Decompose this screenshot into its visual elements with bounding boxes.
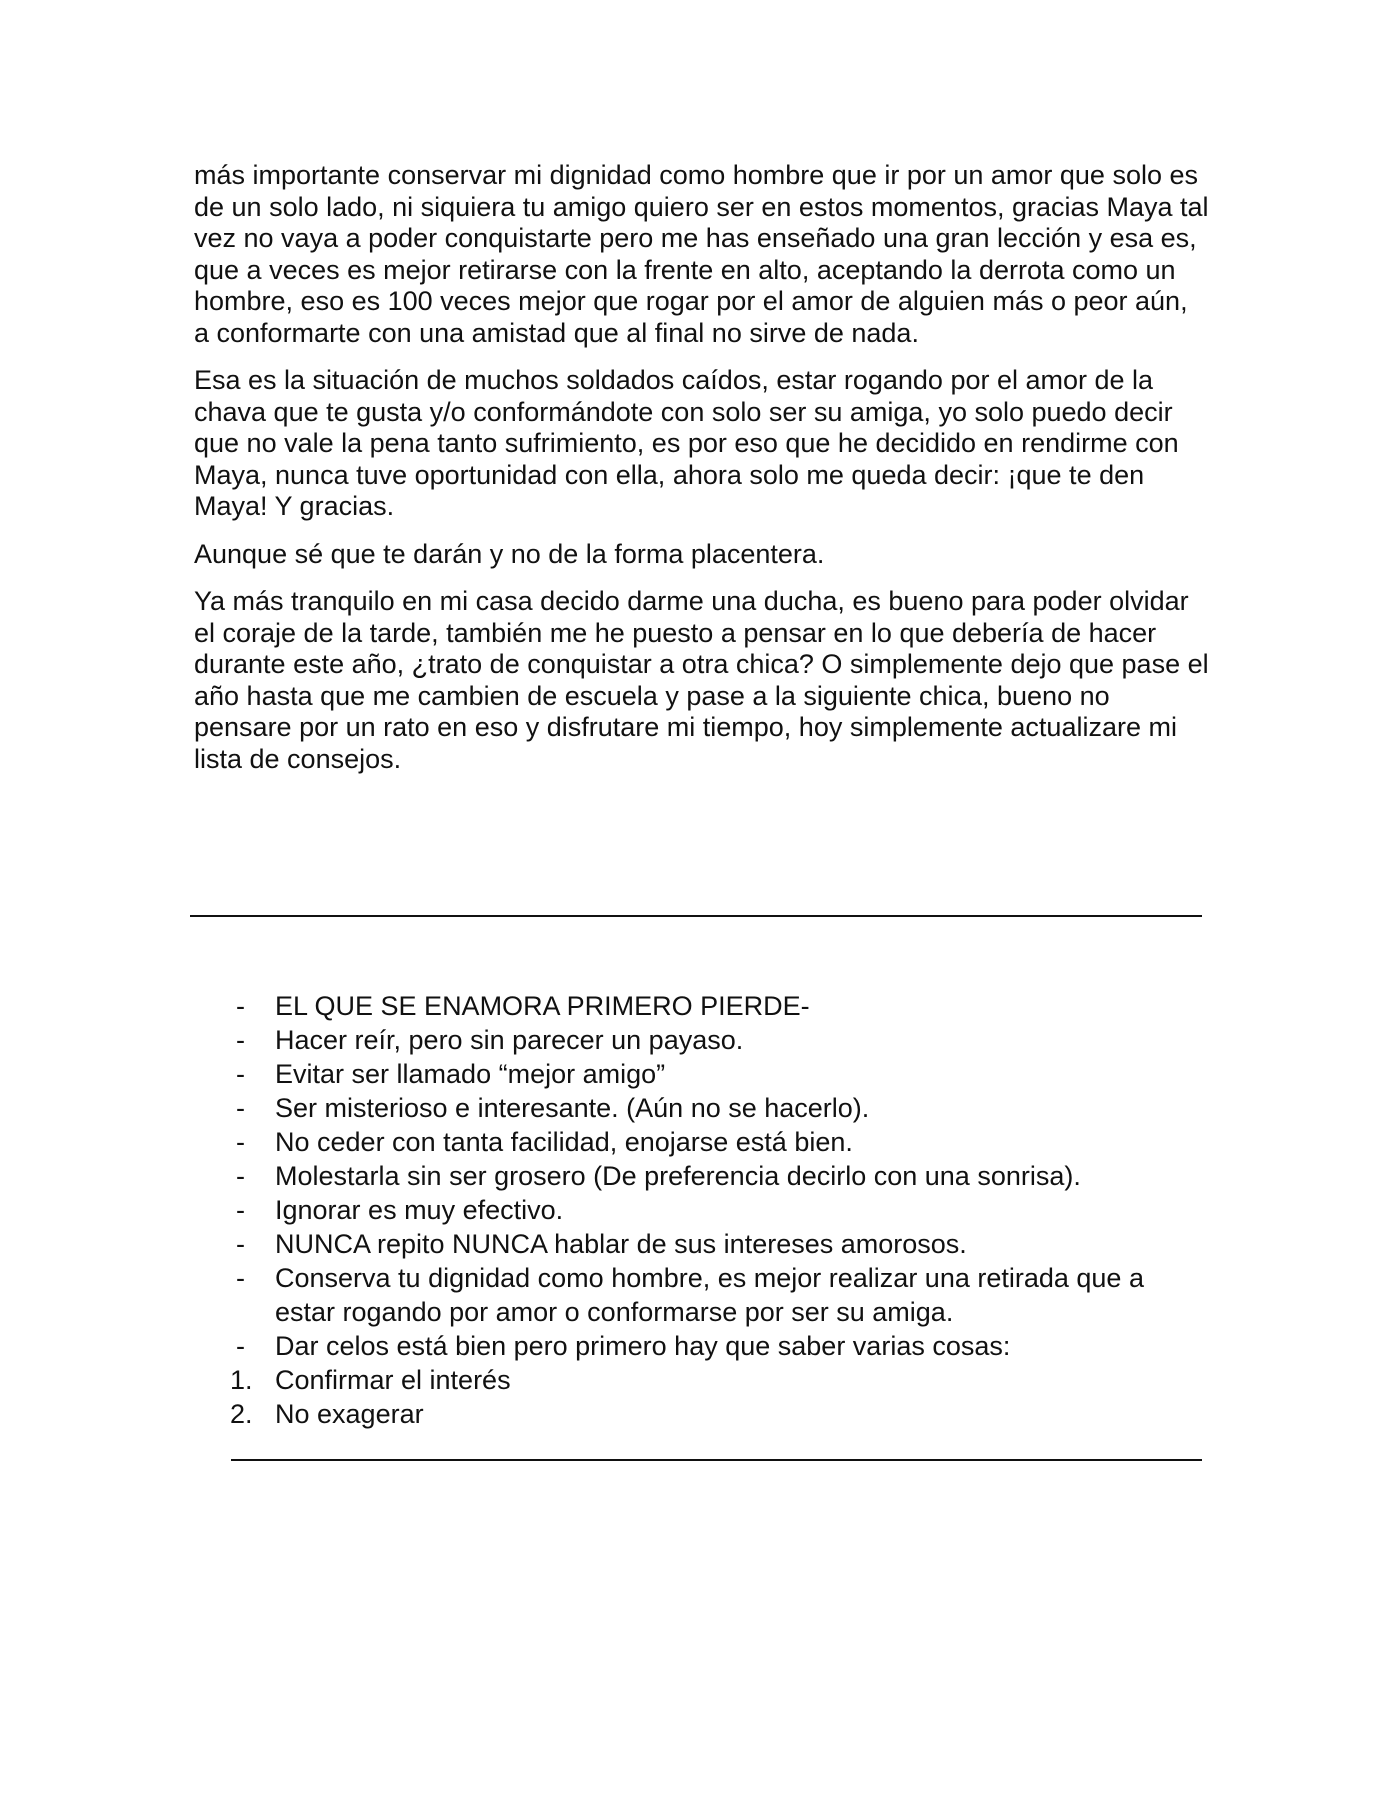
list-item-text: NUNCA repito NUNCA hablar de sus intereses amorosos. xyxy=(275,1229,967,1259)
list-marker: - xyxy=(236,1229,245,1259)
list-item-text: Molestarla sin ser grosero (De preferencia decirlo con una sonrisa). xyxy=(275,1161,1081,1191)
list-item xyxy=(230,1091,1205,1125)
list-item-text: Evitar ser llamado “mejor amigo” xyxy=(275,1059,666,1089)
list-item-text: No ceder con tanta facilidad, enojarse está bien. xyxy=(275,1127,853,1157)
list-item-text: Conserva tu dignidad como hombre, es mejor realizar una retirada que a estar rogando por amor o conformarse por ser su amiga. xyxy=(275,1263,1144,1327)
list-marker: - xyxy=(236,1263,245,1293)
list-item xyxy=(230,1125,1205,1159)
horizontal-rule-bottom xyxy=(231,1459,1202,1461)
list-item xyxy=(230,1159,1205,1193)
list-marker: - xyxy=(236,1093,245,1123)
list-item xyxy=(230,1329,1205,1363)
list-item xyxy=(230,1193,1205,1227)
list-item-text: No exagerar xyxy=(275,1399,424,1429)
list-item-text: Ignorar es muy efectivo. xyxy=(275,1195,564,1225)
list-marker: - xyxy=(236,1161,245,1191)
tips-list xyxy=(230,989,1205,1431)
paragraph: más importante conservar mi dignidad como hombre que ir por un amor que solo es de un solo lado, ni siquiera tu amigo quiero ser en estos momentos, gracias Maya tal vez no vaya a poder conquistarte pero me has enseñado una gran lección y esa es, que a veces es mejor retirarse con la frente en alto, aceptando la derrota como un hombre, eso es 100 veces mejor que rogar por el amor de alguien más o peor aún, a conformarte con una amistad que al final no sirve de nada. xyxy=(194,160,1209,348)
list-item xyxy=(230,989,1205,1023)
paragraph: Aunque sé que te darán y no de la forma placentera. xyxy=(194,538,825,569)
list-item-text: Hacer reír, pero sin parecer un payaso. xyxy=(275,1025,744,1055)
list-item xyxy=(230,1397,1205,1431)
list-marker: - xyxy=(236,1195,245,1225)
list-marker: - xyxy=(236,1025,245,1055)
list-marker: - xyxy=(236,1127,245,1157)
narrative-text xyxy=(194,160,1209,791)
list-marker: - xyxy=(236,991,245,1021)
horizontal-rule-top xyxy=(190,915,1202,917)
list-item-text: Confirmar el interés xyxy=(275,1365,511,1395)
list-item xyxy=(230,1057,1205,1091)
list-item xyxy=(230,1227,1205,1261)
list-marker: 2. xyxy=(230,1399,253,1429)
list-item-text: Dar celos está bien pero primero hay que saber varias cosas: xyxy=(275,1331,1011,1361)
list-item xyxy=(230,1261,1205,1329)
paragraph: Ya más tranquilo en mi casa decido darme una ducha, es bueno para poder olvidar el coraje de la tarde, también me he puesto a pensar en lo que debería de hacer durante este año, ¿trato de conquistar a otra chica? O simplemente dejo que pase el año hasta que me cambien de escuela y pase a la siguiente chica, bueno no pensare por un rato en eso y disfrutare mi tiempo, hoy simplemente actualizare mi lista de consejos. xyxy=(194,586,1209,774)
list-marker: 1. xyxy=(230,1365,253,1395)
list-item xyxy=(230,1023,1205,1057)
paragraph: Esa es la situación de muchos soldados caídos, estar rogando por el amor de la chava que te gusta y/o conformándote con solo ser su amiga, yo solo puedo decir que no vale la pena tanto sufrimiento, es por eso que he decidido en rendirme con Maya, nunca tuve oportunidad con ella, ahora solo me queda decir: ¡que te den Maya! Y gracias. xyxy=(194,365,1179,521)
list-marker: - xyxy=(236,1059,245,1089)
list-item xyxy=(230,1363,1205,1397)
list-item-text: Ser misterioso e interesante. (Aún no se hacerlo). xyxy=(275,1093,870,1123)
list-item-text: EL QUE SE ENAMORA PRIMERO PIERDE- xyxy=(275,991,810,1021)
list-marker: - xyxy=(236,1331,245,1361)
